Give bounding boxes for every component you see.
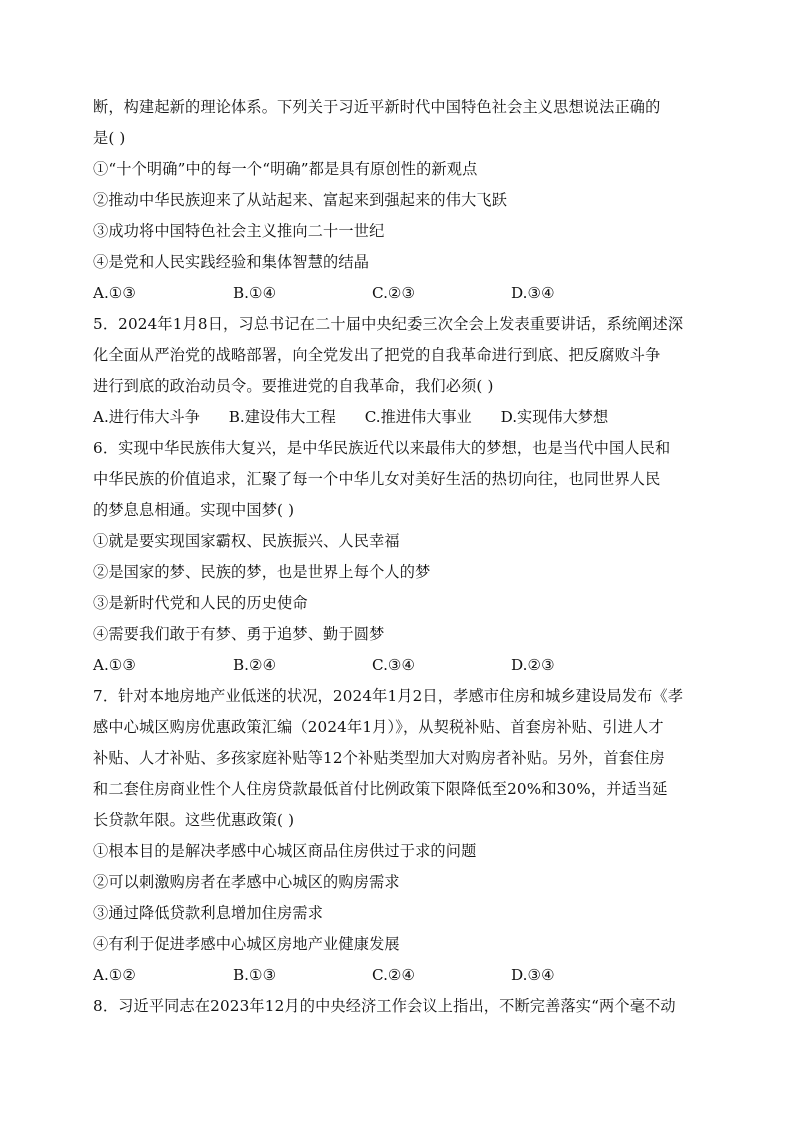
statement-item: ④是党和人民实践经验和集体智慧的结晶 [93, 253, 370, 271]
question-stem-line: 补贴、人才补贴、多孩家庭补贴等12个补贴类型加大对购房者补贴。另外，首套住房 [93, 749, 665, 767]
question-stem-line: 中华民族的价值追求，汇聚了每一个中华儿女对美好生活的热切向往，也同世界人民 [93, 470, 661, 488]
question-stem-line: 断，构建起新的理论体系。下列关于习近平新时代中国特色社会主义思想说法正确的 [93, 98, 661, 116]
option-c: C.②④ [372, 966, 416, 984]
answer-options [93, 278, 705, 309]
option-a: A.①③ [93, 656, 137, 674]
option-b: B.建设伟大工程 [228, 408, 336, 426]
statement-item: ②推动中华民族迎来了从站起来、富起来到强起来的伟大飞跃 [93, 191, 508, 209]
statement-item: ②可以刺激购房者在孝感中心城区的购房需求 [93, 873, 400, 891]
option-a: A.①② [93, 966, 137, 984]
question-stem-line: 长贷款年限。这些优惠政策( ) [93, 811, 295, 829]
option-d: D.③④ [511, 284, 555, 302]
option-d: D.③④ [511, 966, 555, 984]
statement-item: ①就是要实现国家霸权、民族振兴、人民幸福 [93, 532, 400, 550]
option-c: C.推进伟大事业 [364, 408, 472, 426]
option-b: B.①③ [233, 966, 277, 984]
option-b: B.①④ [233, 284, 277, 302]
question-7 [93, 681, 705, 991]
statement-item: ②是国家的梦、民族的梦，也是世界上每个人的梦 [93, 563, 431, 581]
answer-options [93, 650, 705, 681]
option-c: C.③④ [372, 656, 416, 674]
question-stem-line: 进行到底的政治动员令。要推进党的自我革命，我们必须( ) [93, 377, 494, 395]
option-a: A.进行伟大斗争 [93, 408, 200, 426]
statement-item: ③是新时代党和人民的历史使命 [93, 594, 308, 612]
statement-item: ①“十个明确”中的每一个“明确”都是具有原创性的新观点 [93, 160, 478, 178]
option-a: A.①③ [93, 284, 137, 302]
option-d: D.②③ [511, 656, 555, 674]
question-stem-line: 化全面从严治党的战略部署，向全党发出了把党的自我革命进行到底、把反腐败斗争 [93, 346, 661, 364]
question-4 [93, 92, 705, 309]
question-stem-line: 感中心城区购房优惠政策汇编（2024年1月）》，从契税补贴、首套房补贴、引进人才 [93, 718, 664, 736]
question-5 [93, 309, 705, 433]
statement-item: ④有利于促进孝感中心城区房地产业健康发展 [93, 935, 400, 953]
question-stem-line: 和二套住房商业性个人住房贷款最低首付比例政策下限降低至20%和30%，并适当延 [93, 780, 668, 798]
statement-item: ④需要我们敢于有梦、勇于追梦、勤于圆梦 [93, 625, 385, 643]
question-stem-line: 6．实现中华民族伟大复兴，是中华民族近代以来最伟大的梦想，也是当代中国人民和 [93, 439, 671, 457]
option-d: D.实现伟大梦想 [500, 408, 609, 426]
option-c: C.②③ [372, 284, 416, 302]
question-stem-line: 8．习近平同志在2023年12月的中央经济工作会议上指出，不断完善落实“两个毫不动 [93, 997, 676, 1015]
question-6 [93, 433, 705, 681]
statement-item: ③成功将中国特色社会主义推向二十一世纪 [93, 222, 385, 240]
question-stem-line: 7．针对本地房地产业低迷的状况，2024年1月2日，孝感市住房和城乡建设局发布《孝 [93, 687, 684, 705]
option-b: B.②④ [233, 656, 277, 674]
question-8 [93, 991, 705, 1022]
statement-item: ③通过降低贷款利息增加住房需求 [93, 904, 324, 922]
answer-options [93, 960, 705, 991]
question-stem-line: 是( ) [93, 129, 126, 147]
statement-item: ①根本目的是解决孝感中心城区商品住房供过于求的问题 [93, 842, 477, 860]
question-stem-line: 的梦息息相通。实现中国梦( ) [93, 501, 295, 519]
answer-options [93, 402, 705, 433]
question-stem-line: 5．2024年1月8日，习总书记在二十届中央纪委三次全会上发表重要讲话，系统阐述深 [93, 315, 684, 333]
document-page [93, 92, 705, 1022]
